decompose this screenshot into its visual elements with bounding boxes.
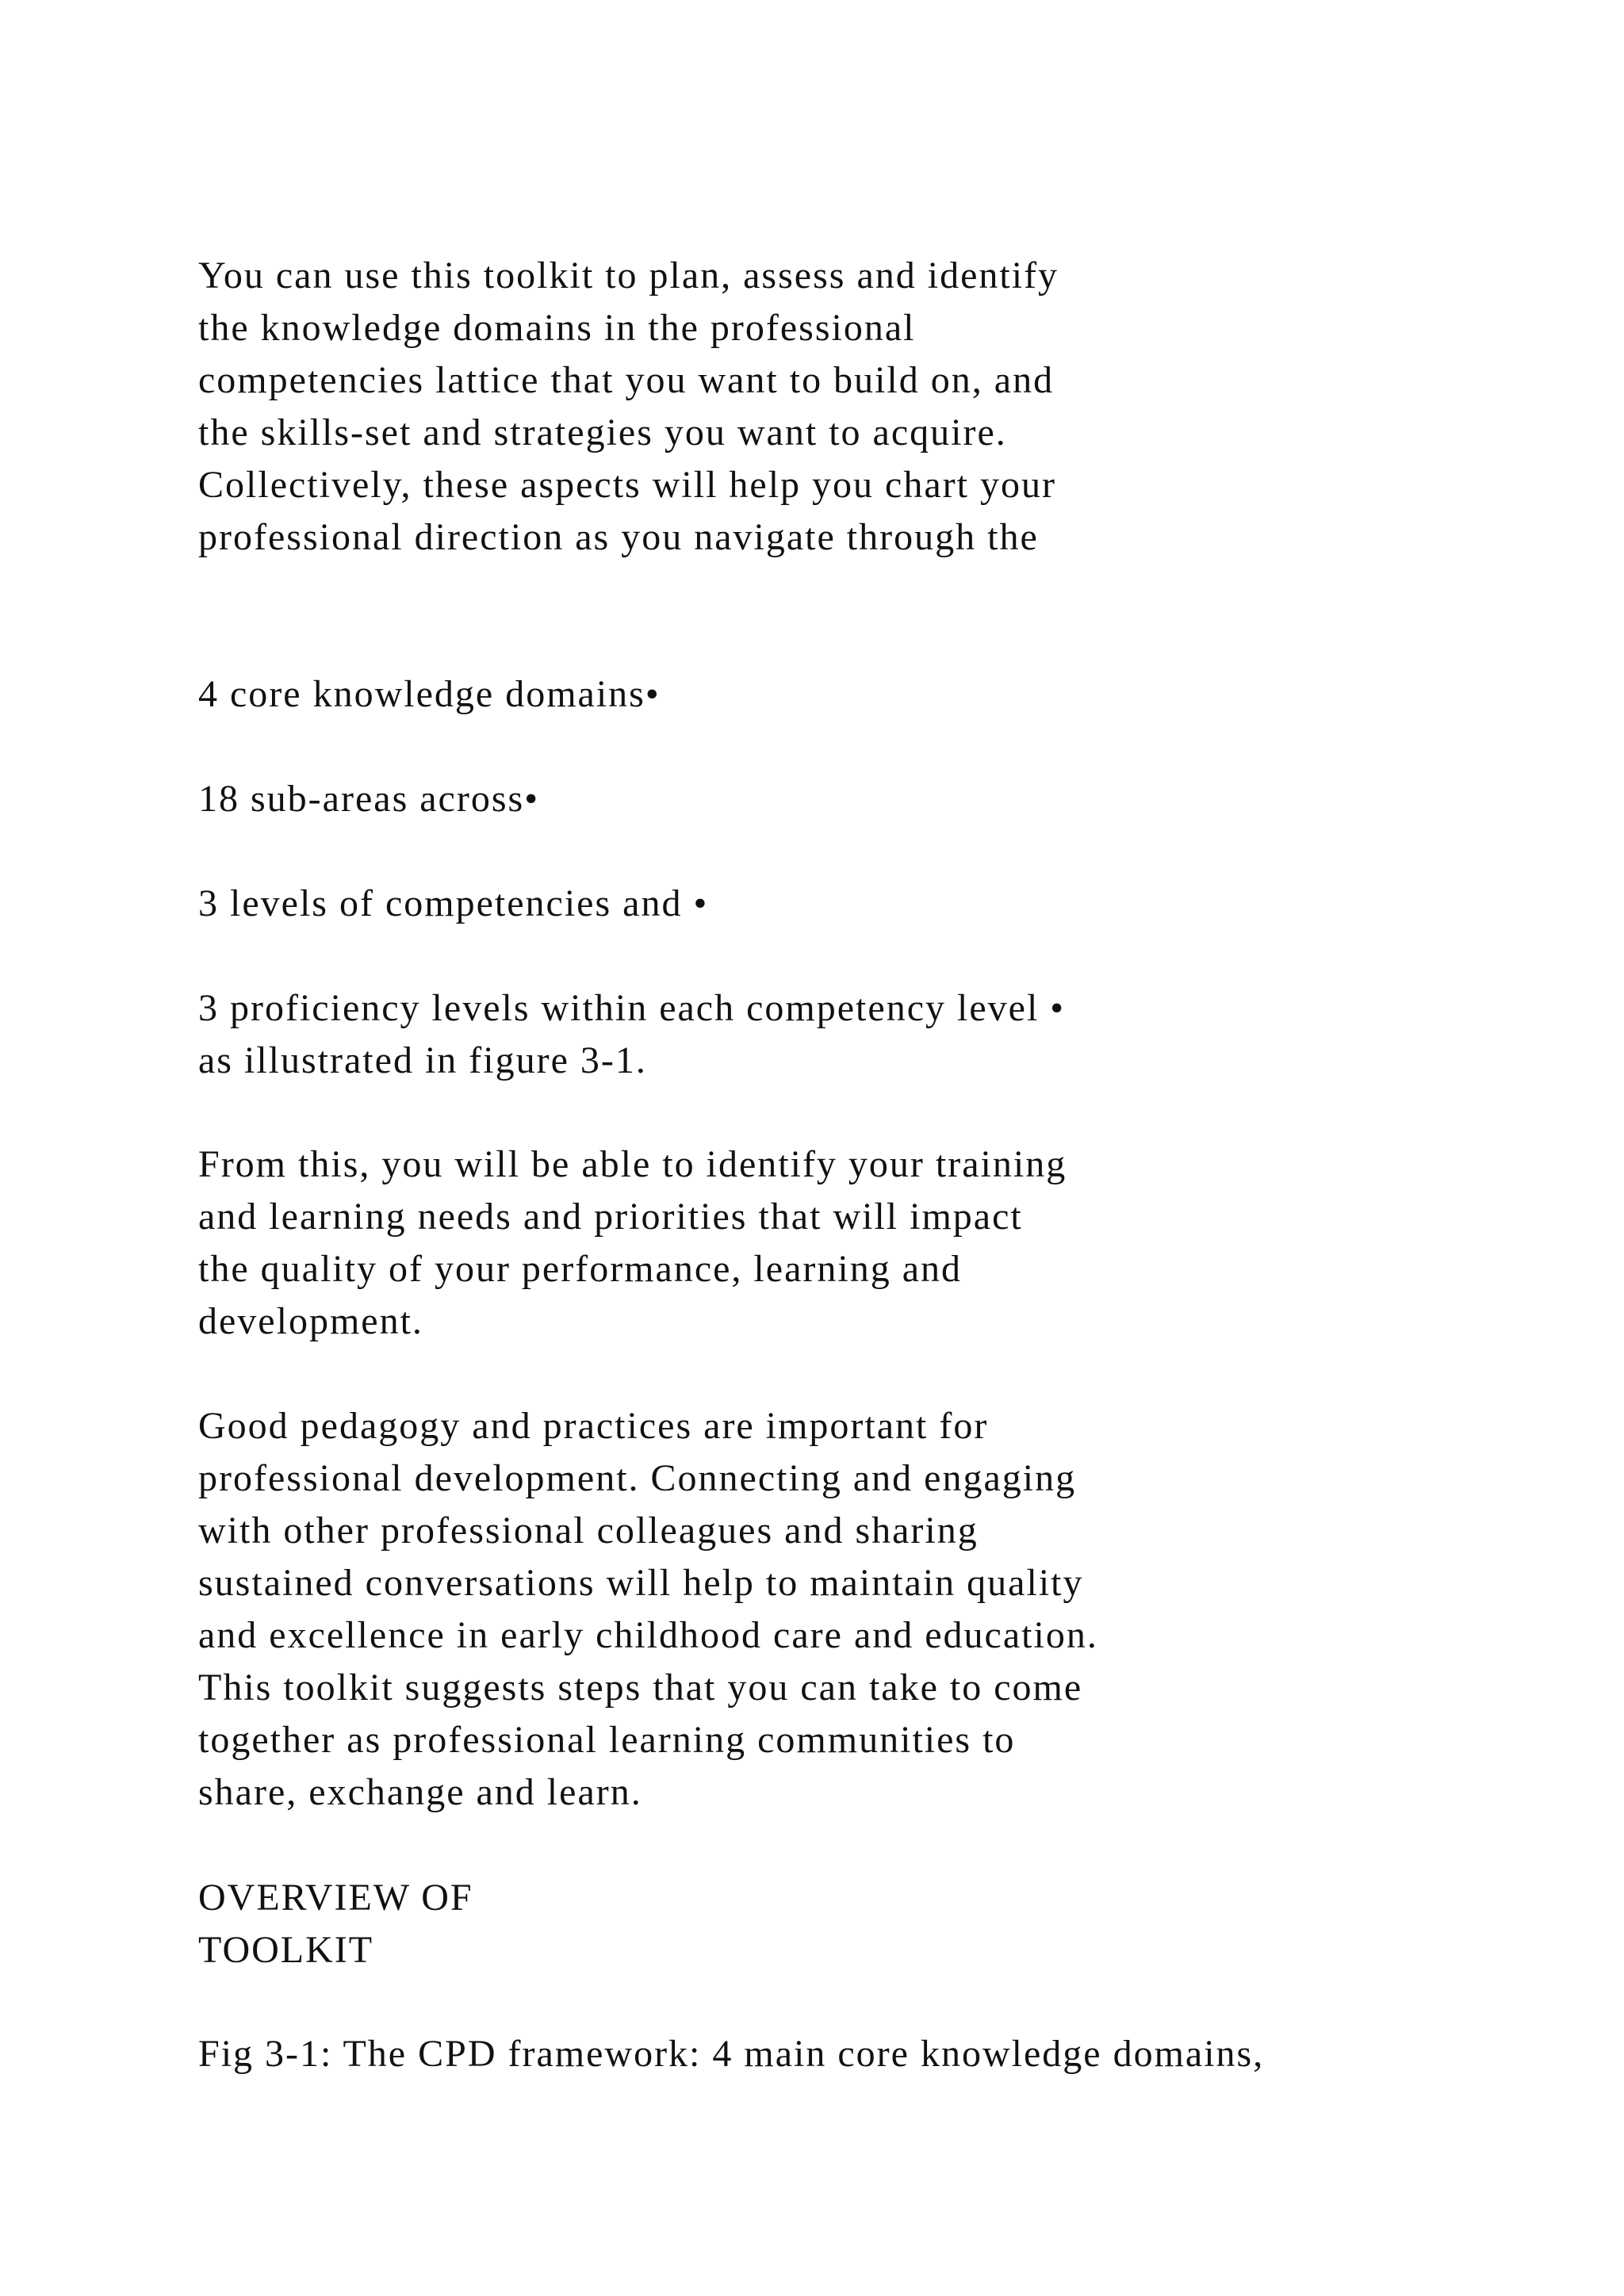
paragraph-line: with other professional colleagues and sharing: [198, 1510, 979, 1552]
intro-line: professional direction as you navigate through the: [198, 516, 1039, 558]
bullet-continuation: as illustrated in figure 3-1.: [198, 1039, 647, 1081]
paragraph-line: share, exchange and learn.: [198, 1771, 642, 1813]
intro-line: the knowledge domains in the professional: [198, 307, 916, 349]
paragraph-line: From this, you will be able to identify your training: [198, 1143, 1067, 1185]
bullet-item: [198, 668, 661, 721]
heading-line: OVERVIEW OF: [198, 1877, 473, 1919]
paragraph-line: and learning needs and priorities that will impact: [198, 1196, 1023, 1238]
paragraph-line: the quality of your performance, learning and: [198, 1248, 962, 1290]
figure-caption: [198, 2028, 1264, 2080]
intro-line: competencies lattice that you want to build on, and: [198, 359, 1055, 401]
section-heading: [198, 1872, 473, 1976]
bullet-text: 18 sub-areas across•: [198, 778, 539, 820]
bullet-item: [198, 773, 539, 825]
bullet-text: 4 core knowledge domains•: [198, 673, 661, 715]
intro-line: Collectively, these aspects will help you chart your: [198, 464, 1056, 506]
heading-line: TOOLKIT: [198, 1929, 374, 1971]
paragraph-line: and excellence in early childhood care and education.: [198, 1614, 1098, 1656]
bullet-item: [198, 878, 708, 930]
intro-paragraph: [198, 250, 1059, 564]
paragraph-line: professional development. Connecting and engaging: [198, 1457, 1077, 1499]
paragraph-training-needs: [198, 1138, 1067, 1348]
bullet-text: 3 proficiency levels within each competency level •: [198, 987, 1066, 1029]
paragraph-line: together as professional learning communities to: [198, 1719, 1016, 1761]
paragraph-line: development.: [198, 1300, 423, 1342]
intro-line: You can use this toolkit to plan, assess and identify: [198, 254, 1059, 297]
paragraph-line: This toolkit suggests steps that you can take to come: [198, 1667, 1083, 1709]
paragraph-pedagogy: [198, 1400, 1098, 1819]
paragraph-line: Good pedagogy and practices are important for: [198, 1405, 989, 1447]
paragraph-line: sustained conversations will help to maintain quality: [198, 1562, 1084, 1604]
bullet-text: 3 levels of competencies and •: [198, 882, 709, 924]
caption-line: Fig 3-1: The CPD framework: 4 main core knowledge domains,: [198, 2033, 1265, 2075]
bullet-item: [198, 982, 1065, 1087]
intro-line: the skills-set and strategies you want to acquire.: [198, 411, 1007, 453]
